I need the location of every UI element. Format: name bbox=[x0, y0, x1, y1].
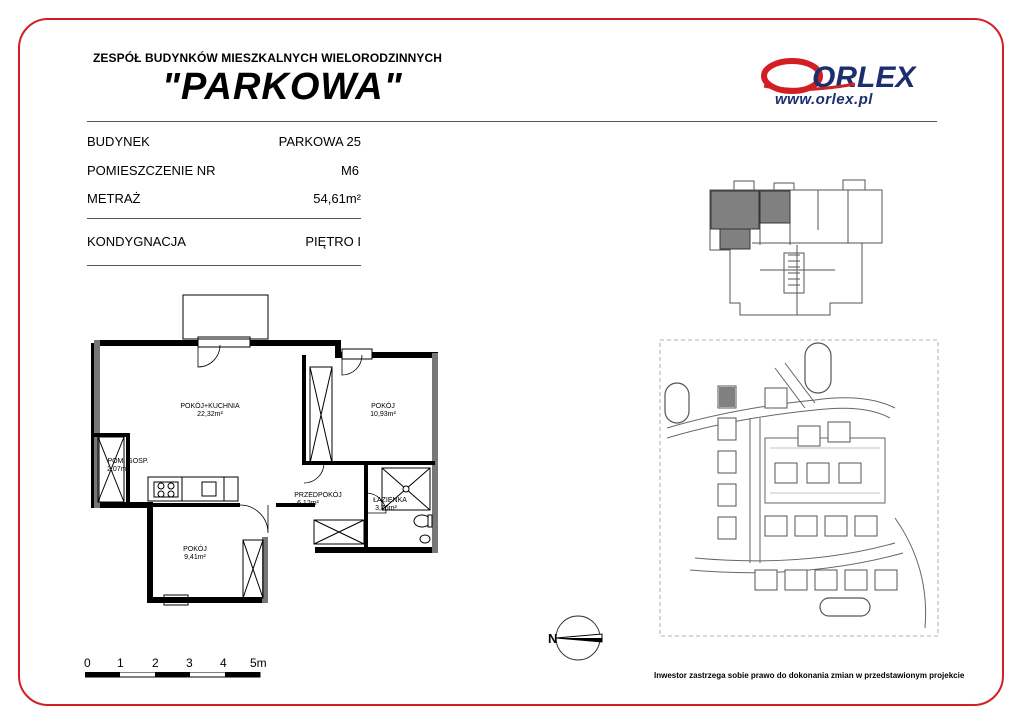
room-name: POKÓJ bbox=[183, 546, 207, 553]
highlighted-apartment bbox=[720, 229, 750, 249]
site-plan bbox=[655, 338, 940, 638]
compass-label: N bbox=[548, 631, 558, 646]
floor-plan bbox=[80, 285, 450, 615]
room-name: PRZEDPOKÓJ bbox=[294, 492, 342, 499]
building-key-plan bbox=[700, 175, 890, 320]
info-label: METRAŻ bbox=[87, 191, 141, 206]
info-row-building bbox=[87, 134, 361, 149]
info-label: POMIESZCZENIE NR bbox=[87, 163, 216, 178]
highlighted-apartment bbox=[760, 191, 790, 223]
info-value: M6 bbox=[340, 163, 359, 178]
interior-walls bbox=[94, 355, 435, 550]
scale-bar bbox=[85, 672, 265, 682]
project-subtitle: ZESPÓŁ BUDYNKÓW MIESZKALNYCH WIELORODZINNYCH bbox=[93, 51, 443, 65]
scale-label: 0 bbox=[84, 656, 91, 670]
room-name: POM. GOSP. bbox=[107, 458, 149, 465]
scale-label: 1 bbox=[117, 656, 124, 670]
info-value: PARKOWA 25 bbox=[278, 134, 361, 149]
scale-label: 2 bbox=[152, 656, 159, 670]
project-title: "PARKOWA" bbox=[162, 66, 403, 108]
info-divider bbox=[87, 218, 361, 219]
wall-shade bbox=[432, 353, 438, 553]
compass bbox=[542, 612, 610, 664]
scale-label: 5m bbox=[250, 656, 267, 670]
info-label: KONDYGNACJA bbox=[87, 234, 186, 249]
info-value: PIĘTRO I bbox=[305, 234, 361, 249]
info-label: BUDYNEK bbox=[87, 134, 150, 149]
highlighted-building bbox=[719, 387, 735, 407]
info-divider bbox=[87, 265, 361, 266]
site-boundary bbox=[660, 340, 938, 636]
highlighted-apartment bbox=[711, 191, 759, 229]
info-row-floor bbox=[87, 234, 361, 249]
website-url: www.orlex.pl bbox=[775, 91, 873, 108]
disclaimer-text: Inwestor zastrzega sobie prawo do dokonania zmian w przedstawionym projekcie bbox=[654, 671, 965, 680]
info-row-unit bbox=[87, 163, 361, 178]
room-area: 2,07m² bbox=[107, 466, 129, 473]
room-area: 3,76m² bbox=[375, 505, 397, 512]
room-name: POKÓJ bbox=[371, 403, 395, 410]
logo-text: ORLEX bbox=[812, 61, 916, 94]
room-area: 22,32m² bbox=[197, 411, 223, 418]
room-area: 10,93m² bbox=[370, 411, 396, 418]
wall-shade bbox=[94, 340, 100, 508]
buildings bbox=[718, 386, 897, 590]
room-area: 9,41m² bbox=[184, 554, 206, 561]
room-area: 6,12m² bbox=[297, 500, 319, 507]
info-value: 54,61m² bbox=[313, 191, 361, 206]
scale-label: 4 bbox=[220, 656, 227, 670]
door-swing bbox=[198, 345, 220, 367]
info-row-area bbox=[87, 191, 361, 206]
room-name: POKÓJ+KUCHNIA bbox=[180, 403, 240, 410]
header-divider bbox=[87, 121, 937, 122]
scale-label: 3 bbox=[186, 656, 193, 670]
balcony bbox=[183, 295, 268, 339]
kitchen-counter bbox=[148, 477, 238, 501]
room-name: ŁAZIENKA bbox=[373, 497, 407, 504]
